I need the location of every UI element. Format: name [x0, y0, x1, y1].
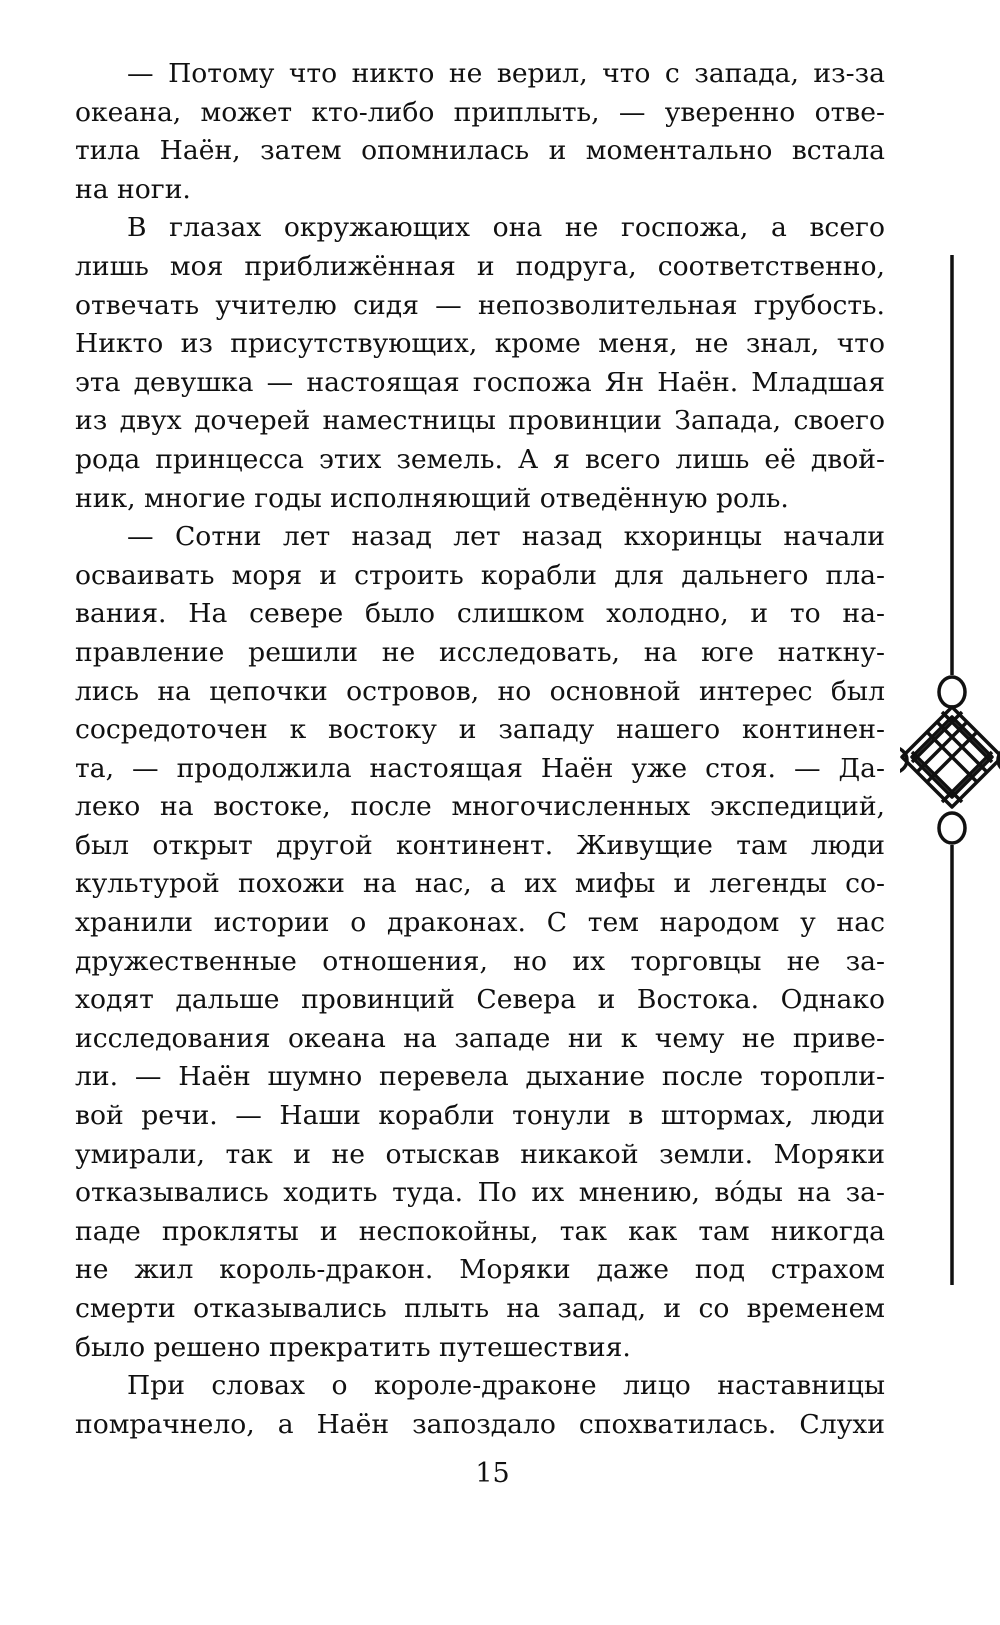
text-line: правление решили не исследовать, на юге наткну- — [75, 636, 885, 668]
text-line: рода принцесса этих земель. А я всего лишь её двой- — [75, 443, 885, 475]
text-line: было решено прекратить путешествия. — [75, 1331, 631, 1363]
text-line: умирали, так и не отыскав никакой земли. Моряки — [75, 1138, 885, 1170]
text-line: ник, многие годы исполняющий отведённую роль. — [75, 482, 789, 514]
text-line: сосредоточен к востоку и западу нашего континен- — [75, 714, 885, 746]
text-line: на ноги. — [75, 173, 191, 205]
text-line: лись на цепочки островов, но основной интерес был — [75, 675, 885, 707]
text-line: отвечать учителю сидя — непозволительная грубость. — [75, 289, 885, 321]
text-line: помрачнело, а Наён запоздало спохватилась. Слухи — [75, 1408, 885, 1440]
text-line: вой речи. — Наши корабли тонули в штормах, люди — [75, 1100, 885, 1132]
text-line: та, — продолжила настоящая Наён уже стоя. — Да- — [75, 752, 885, 784]
text-line: — Сотни лет назад лет назад кхоринцы начали — [127, 521, 885, 553]
text-line: исследования океана на западе ни к чему не приве- — [75, 1022, 885, 1054]
text-line: — Потому что никто не верил, что с запада, из-за — [127, 58, 885, 89]
paragraph-1 — [75, 55, 885, 209]
text-line: отказывались ходить туда. По их мнению, во́ды на за- — [75, 1177, 885, 1209]
endless-knot-icon — [900, 255, 1000, 1285]
text-line: дружественные отношения, но их торговцы не за- — [75, 945, 885, 977]
text-line: В глазах окружающих она не госпожа, а всего — [127, 212, 885, 244]
text-line: паде прокляты и неспокойны, так как там никогда — [75, 1215, 885, 1247]
text-line: из двух дочерей наместницы провинции Запада, своего — [75, 405, 885, 437]
text-line: культурой похожи на нас, а их мифы и легенды со- — [75, 868, 885, 900]
text-line: вания. На севере было слишком холодно, и то на- — [75, 598, 885, 630]
page-number: 15 — [475, 1458, 510, 1489]
page-text — [75, 55, 885, 1444]
paragraph-3 — [75, 518, 885, 1367]
text-line: ходят дальше провинций Севера и Востока. Однако — [75, 984, 885, 1016]
paragraph-4 — [75, 1367, 885, 1444]
text-line: леко на востоке, после многочисленных экспедиций, — [75, 791, 885, 823]
paragraph-2 — [75, 209, 885, 518]
text-line: не жил король-дракон. Моряки даже под страхом — [75, 1254, 885, 1286]
text-line: При словах о короле-драконе лицо наставницы — [127, 1370, 885, 1402]
text-line: ли. — Наён шумно перевела дыхание после торопли- — [75, 1061, 885, 1093]
text-line: хранили истории о драконах. С тем народом у нас — [75, 907, 885, 939]
text-line: Никто из присутствующих, кроме меня, не знал, что — [75, 328, 885, 360]
text-line: эта девушка — настоящая госпожа Ян Наён. Младшая — [75, 366, 885, 398]
text-line: осваивать моря и строить корабли для дальнего пла- — [75, 559, 885, 591]
text-line: океана, может кто-либо приплыть, — уверенно отве- — [75, 96, 885, 128]
text-line: был открыт другой континент. Живущие там люди — [75, 829, 885, 861]
text-line: тила Наён, затем опомнилась и моментально встала — [75, 135, 885, 167]
text-line: лишь моя приближённая и подруга, соответственно, — [75, 250, 885, 282]
text-line: смерти отказывались плыть на запад, и со временем — [75, 1293, 885, 1324]
